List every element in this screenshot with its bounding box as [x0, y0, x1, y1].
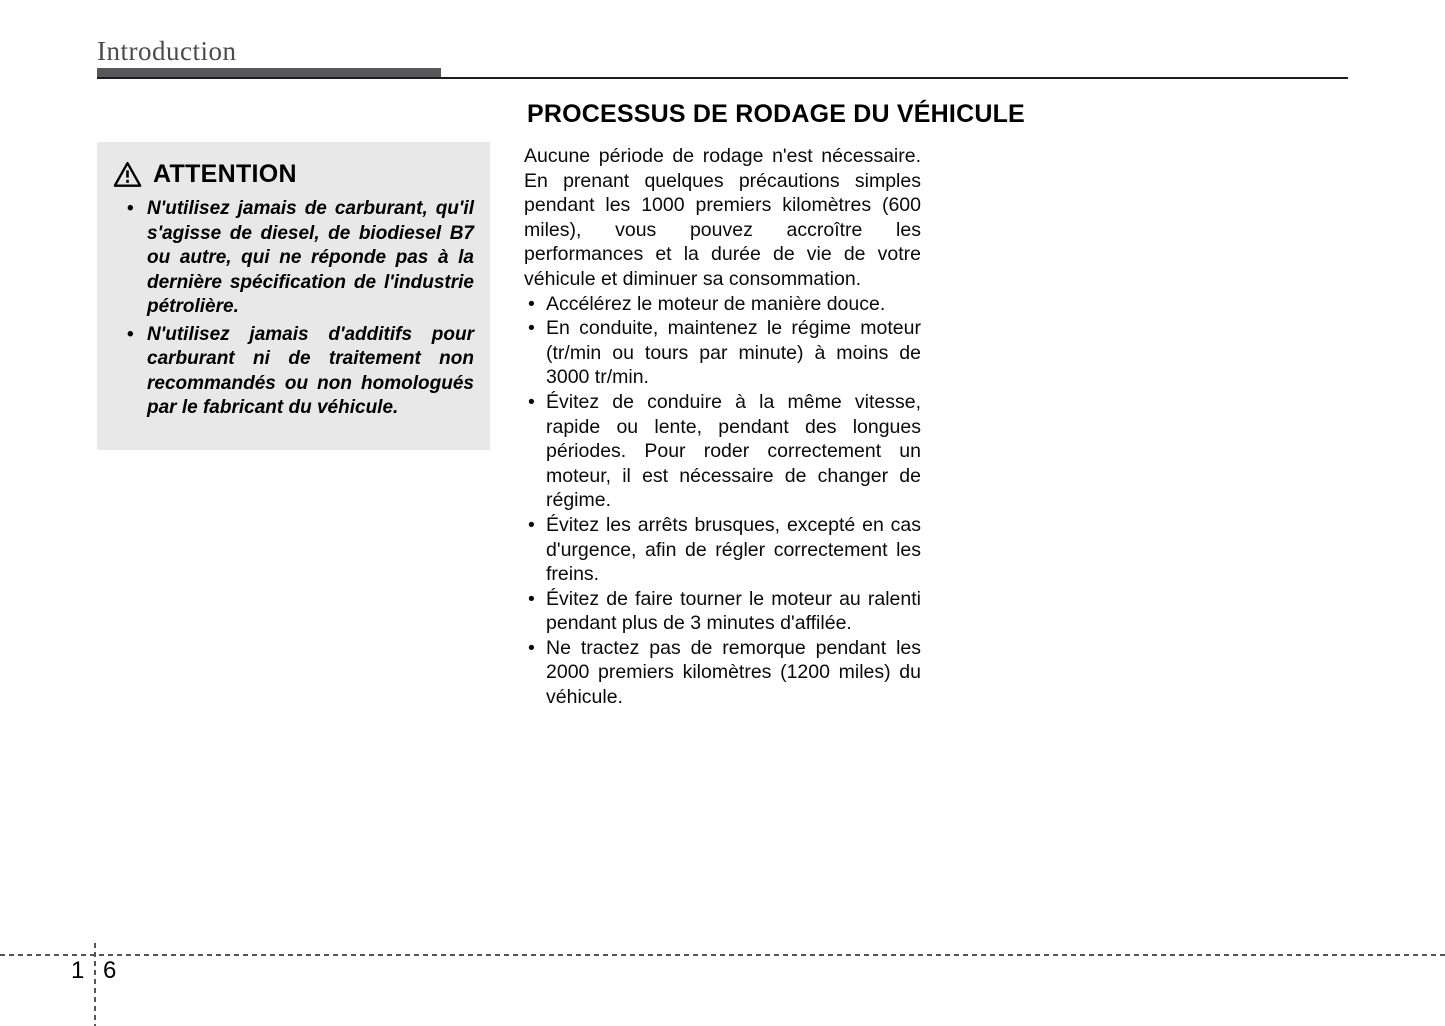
chapter-title: Introduction: [97, 36, 237, 66]
attention-title: ATTENTION: [153, 160, 297, 188]
footer-vertical-divider: [94, 943, 96, 1026]
main-column: [524, 144, 921, 710]
attention-list: [111, 197, 474, 421]
list-item: • Ne tractez pas de remorque pendant les 2000 premiers kilomètres (1200 miles) du véhicule.: [524, 636, 921, 710]
section-heading: PROCESSUS DE RODAGE DU VÉHICULE: [527, 100, 1025, 128]
header-rule: [97, 77, 1348, 79]
list-item: • Évitez les arrêts brusques, excepté en cas d'urgence, afin de régler correctement les freins.: [524, 513, 921, 587]
list-item: • Évitez de conduire à la même vitesse, rapide ou lente, pendant des longues périodes. Pour roder correctement un moteur, il est nécessaire de changer de régime.: [524, 390, 921, 513]
page-number: 6: [103, 957, 117, 984]
chapter-number: 1: [71, 957, 85, 984]
body-list: [524, 292, 921, 710]
list-item: • Accélérez le moteur de manière douce.: [524, 292, 921, 317]
warning-icon: [113, 161, 142, 188]
intro-paragraph: Aucune période de rodage n'est nécessaire. En prenant quelques précautions simples pendant les 1000 premiers kilomètres (600 miles), vous pouvez accroître les performances et la durée de vie de votre véhicule et diminuer sa consommation.: [524, 145, 921, 290]
footer-divider: [0, 954, 1445, 956]
attention-item: • N'utilisez jamais d'additifs pour carburant ni de traitement non recommandés ou non homologués par le fabricant du véhicule.: [127, 323, 474, 421]
list-item: • Évitez de faire tourner le moteur au ralenti pendant plus de 3 minutes d'affilée.: [524, 587, 921, 636]
list-item: • En conduite, maintenez le régime moteur (tr/min ou tours par minute) à moins de 3000 tr/min.: [524, 316, 921, 390]
attention-box: [97, 142, 490, 450]
attention-header: [113, 160, 474, 189]
attention-item: • N'utilisez jamais de carburant, qu'il s'agisse de diesel, de biodiesel B7 ou autre, qui ne réponde pas à la dernière spécification de l'industrie pétrolière.: [127, 197, 474, 320]
